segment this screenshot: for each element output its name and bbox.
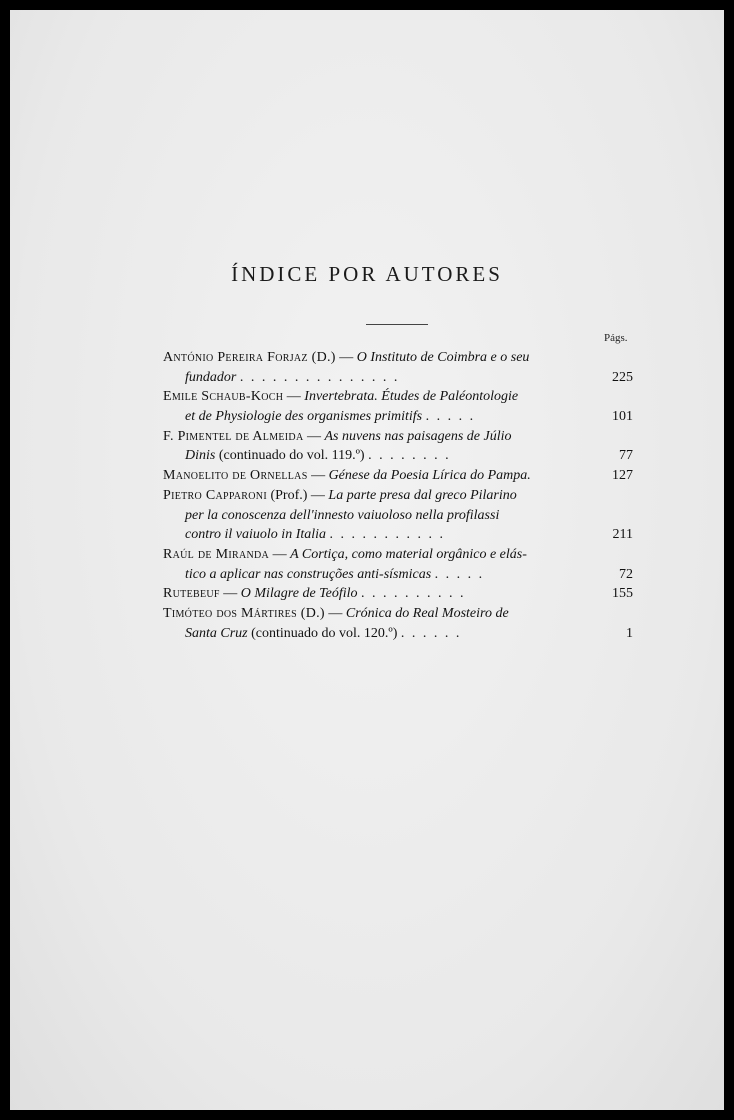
- entry-title-cont: per la conoscenza dell'innesto vaiuoloso nella profilassi: [185, 507, 500, 523]
- index-entry: [163, 387, 633, 426]
- entry-leader-dots: . . . . . . . . . . .: [329, 527, 446, 543]
- pages-column-label: Págs.: [604, 332, 628, 344]
- entry-page-number: 211: [612, 527, 633, 543]
- entry-author: Pietro Capparoni: [163, 487, 267, 503]
- entry-title-cont: et de Physiologie des organismes primitifs: [185, 409, 423, 425]
- entry-title: La parte presa dal greco Pilarino: [328, 487, 517, 503]
- index-entry: [163, 486, 633, 545]
- entry-author: Manoelito de Ornellas: [163, 468, 308, 484]
- entry-leader-dots: . . . . .: [425, 409, 476, 425]
- entry-title-cont: contro il vaiuolo in Italia: [185, 527, 327, 543]
- entry-page-number: 155: [612, 586, 633, 602]
- entry-page-number: 77: [619, 448, 633, 464]
- entry-title: Crónica do Real Mosteiro de: [345, 605, 509, 621]
- index-entry: [163, 348, 633, 387]
- author-index-list: [163, 348, 633, 643]
- entry-page-number: 127: [612, 468, 633, 484]
- entry-title-tail: (continuado do vol. 120.º): [247, 625, 398, 641]
- entry-author: Raúl de Miranda: [163, 546, 270, 562]
- entry-leader-dots: . . . . . . . . . . . . . . .: [239, 369, 400, 385]
- entry-author-tail: (Prof.): [266, 487, 308, 503]
- entry-separator: —: [324, 605, 346, 621]
- entry-title-cont: tico a aplicar nas construções anti-sísmicas: [185, 566, 432, 582]
- entry-separator: —: [307, 468, 329, 484]
- entry-leader-dots: . . . . . . . .: [368, 448, 451, 464]
- page-title: ÍNDICE POR AUTORES: [231, 262, 503, 286]
- entry-title: Invertebrata. Études de Paléontologie: [304, 389, 519, 405]
- entry-author: Rutebeuf: [163, 586, 220, 602]
- entry-title: A Cortiça, como material orgânico e elás-: [290, 546, 527, 562]
- entry-title: O Instituto de Coimbra e o seu: [356, 350, 530, 365]
- entry-title-cont: Dinis: [185, 448, 216, 464]
- entry-page-number: 225: [612, 369, 633, 385]
- entry-separator: —: [219, 586, 241, 602]
- index-entry: [163, 427, 633, 466]
- index-entry: [163, 466, 633, 486]
- entry-leader-dots: . . . . .: [434, 566, 485, 582]
- entry-title: As nuvens nas paisagens de Júlio: [324, 428, 512, 444]
- entry-author: F. Pimentel de Almeida: [163, 428, 304, 444]
- entry-author: Emile Schaub-Koch: [163, 389, 284, 405]
- entry-page-number: 72: [619, 566, 633, 582]
- entry-page-number: 1: [626, 625, 633, 641]
- entry-title: O Milagre de Teófilo: [240, 586, 358, 602]
- entry-author: António Pereira Forjaz (D.): [163, 350, 336, 365]
- entry-title-cont: Santa Cruz: [185, 625, 248, 641]
- index-entry: [163, 545, 633, 584]
- entry-title-tail: (continuado do vol. 119.º): [215, 448, 365, 464]
- title-divider: [366, 324, 428, 325]
- entry-separator: —: [283, 389, 305, 405]
- entry-page-number: 101: [612, 409, 633, 425]
- entry-leader-dots: . . . . . .: [400, 625, 462, 641]
- entry-title: Génese da Poesia Lírica do Pampa.: [328, 468, 531, 484]
- entry-separator: —: [307, 487, 329, 503]
- entry-separator: —: [335, 350, 357, 365]
- document-page: [10, 10, 724, 1110]
- entry-author: Timóteo dos Mártires (D.): [163, 605, 325, 621]
- index-entry: [163, 584, 633, 604]
- entry-title-cont: fundador: [185, 369, 237, 385]
- entry-separator: —: [269, 546, 291, 562]
- entry-separator: —: [303, 428, 325, 444]
- entry-leader-dots: . . . . . . . . . .: [361, 586, 466, 602]
- index-entry: [163, 604, 633, 643]
